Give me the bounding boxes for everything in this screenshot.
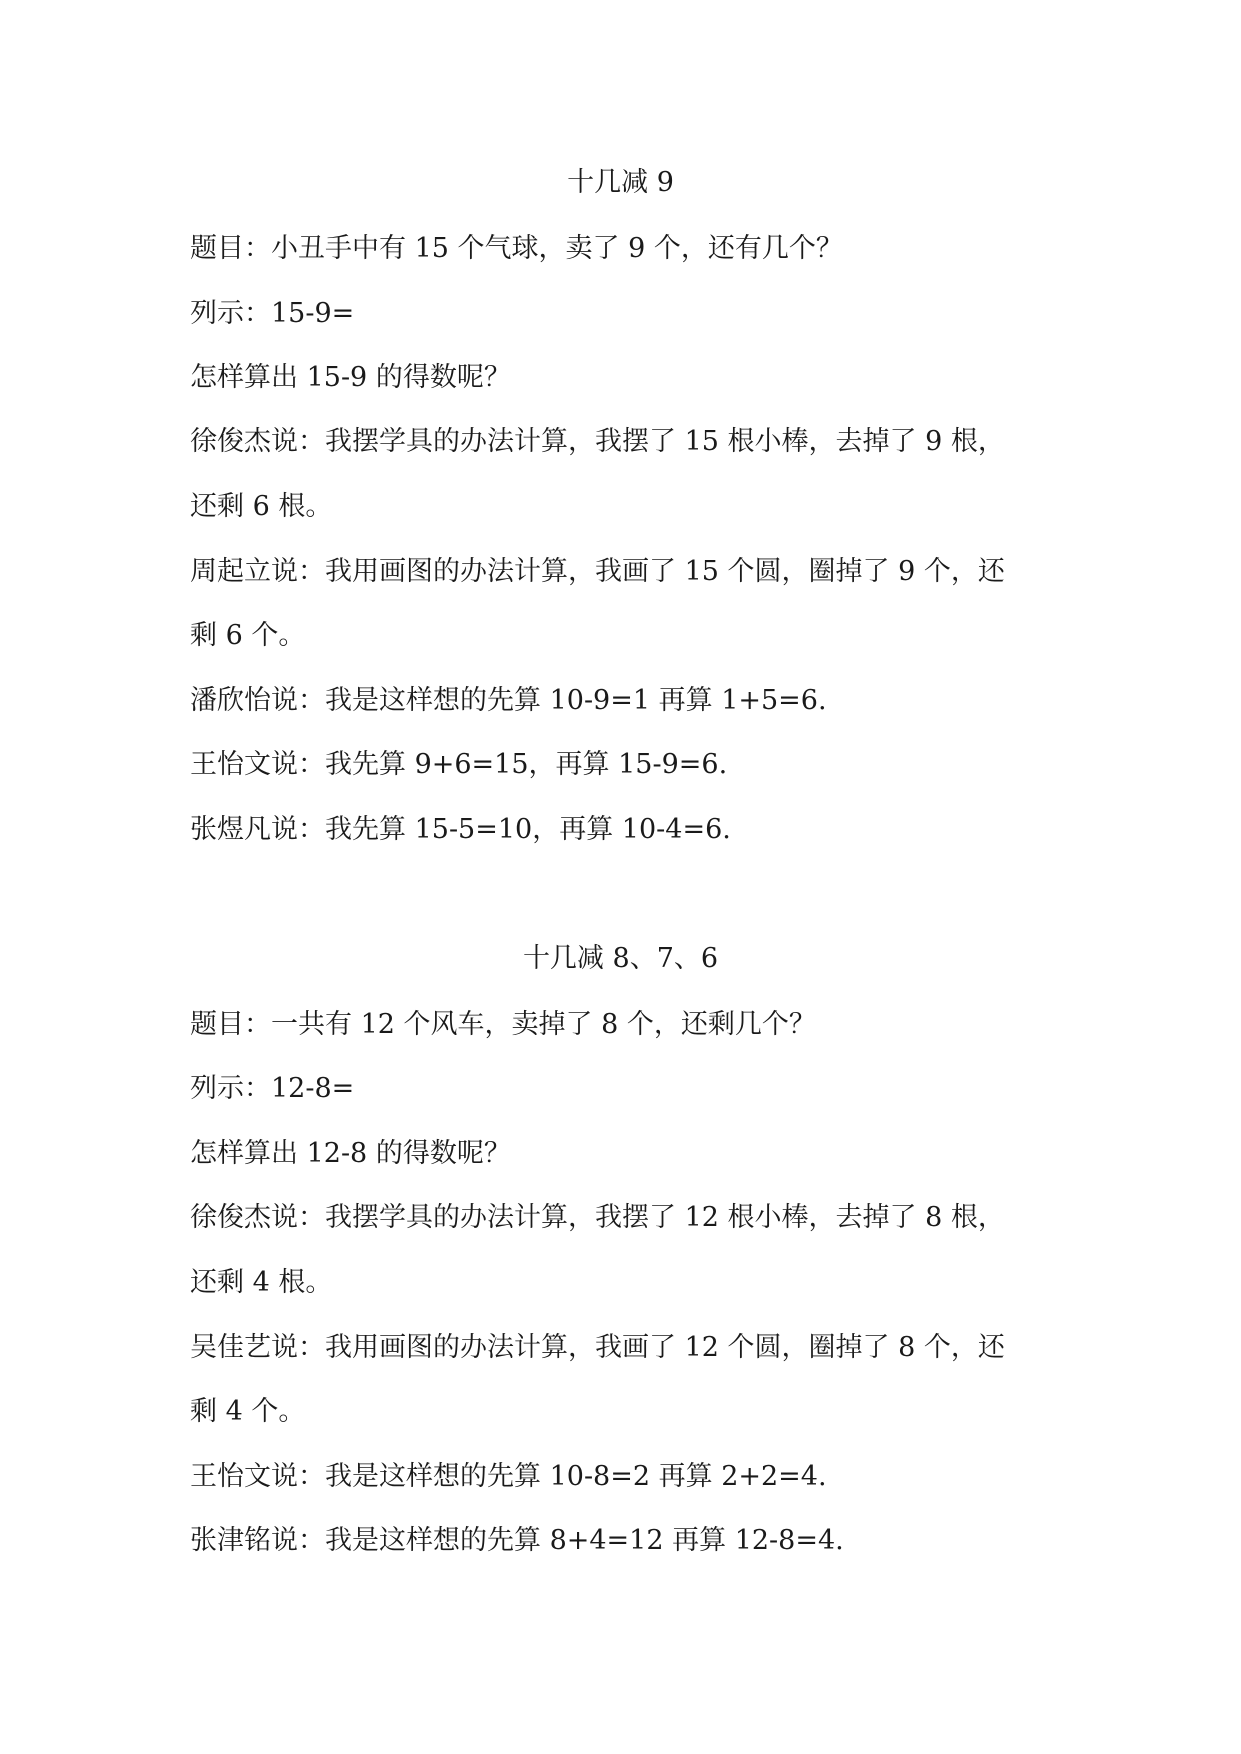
- section2-answer-1a: 徐俊杰说：我摆学具的办法计算，我摆了 12 根小棒，去掉了 8 根，: [190, 1202, 1005, 1233]
- section2-answer-3: 王怡文说：我是这样想的先算 10-8=2 再算 2+2=4.: [190, 1461, 827, 1492]
- section1-answer-2a: 周起立说：我用画图的办法计算，我画了 15 个圆，圈掉了 9 个，还: [190, 556, 1005, 587]
- section1-answer-4: 王怡文说：我先算 9+6=15，再算 15-9=6.: [190, 749, 728, 780]
- section1-answer-5: 张煜凡说：我先算 15-5=10，再算 10-4=6.: [190, 814, 731, 845]
- section1-equation: 列示：15-9=: [190, 298, 355, 329]
- section2-question: 怎样算出 12-8 的得数呢？: [190, 1138, 511, 1169]
- section1-answer-1b: 还剩 6 根。: [190, 491, 333, 522]
- section2-answer-2a: 吴佳艺说：我用画图的办法计算，我画了 12 个圆，圈掉了 8 个，还: [190, 1332, 1005, 1363]
- section2-answer-1b: 还剩 4 根。: [190, 1267, 333, 1298]
- section1-question: 怎样算出 15-9 的得数呢？: [190, 362, 511, 393]
- section1-problem: 题目：小丑手中有 15 个气球，卖了 9 个，还有几个？: [190, 233, 843, 264]
- section1-answer-2b: 剩 6 个。: [190, 620, 306, 651]
- section2-problem: 题目：一共有 12 个风车，卖掉了 8 个，还剩几个？: [190, 1009, 816, 1040]
- section2-answer-2b: 剩 4 个。: [190, 1396, 306, 1427]
- section1-answer-3: 潘欣怡说：我是这样想的先算 10-9=1 再算 1+5=6.: [190, 685, 827, 716]
- section2-title: 十几减 8、7、6: [522, 943, 719, 974]
- section1-answer-1a: 徐俊杰说：我摆学具的办法计算，我摆了 15 根小棒，去掉了 9 根，: [190, 426, 1005, 457]
- section1-title: 十几减 9: [567, 167, 674, 198]
- section2-equation: 列示：12-8=: [190, 1073, 355, 1104]
- section2-answer-4: 张津铭说：我是这样想的先算 8+4=12 再算 12-8=4.: [190, 1525, 844, 1556]
